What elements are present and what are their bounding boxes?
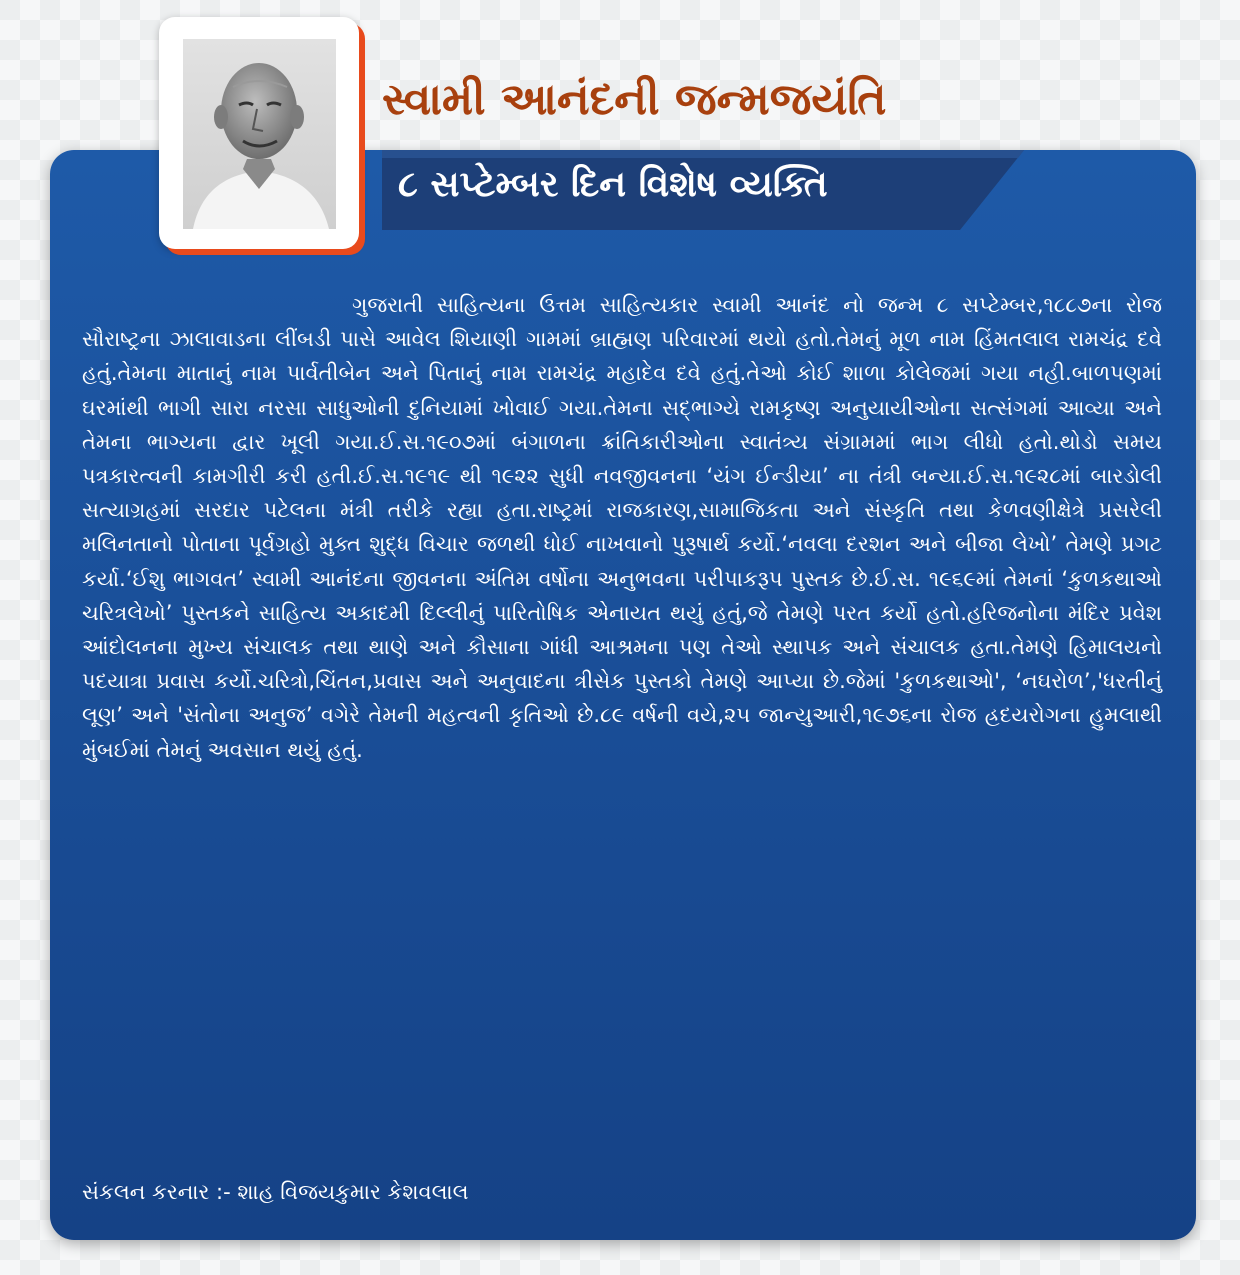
compiler-credit: સંકલન કરનાર :- શાહ વિજયકુમાર કેશવલાલ [82,1180,469,1204]
page-title: સ્વામી આનંદની જન્મજયંતિ [382,74,887,125]
banner-subtitle: ૮ સપ્ટેમ્બર દિન વિશેષ વ્યક્તિ [398,164,828,205]
portrait-photo [183,39,336,229]
portrait-frame [159,17,359,249]
portrait-icon [183,39,336,229]
biography-text: ગુજરાતી સાહિત્યના ઉત્તમ સાહિત્યકાર સ્વામી આનંદ નો જન્મ ૮ સપ્ટેમ્બર,૧૮૮૭ના રોજ સૌરાષ્ટ્રના ઝાલાવાડના લીંબડી પાસે આવેલ શિયાણી ગામમાં બ્રાહ્મણ પરિવારમાં થયો હતો.તેમનું મૂળ નામ હિંમતલાલ રામચંદ્ર દવે હતું.તેમના માતાનું નામ પાર્વતીબેન અને પિતાનું નામ રામચંદ્ર મહાદેવ દવે હતું.તેઓ કોઈ શાળા કોલેજમાં ગયા નહી.બાળપણમાં ઘરમાંથી ભાગી સારા નરસા સાધુઓની દુનિયામાં ખોવાઈ ગયા.તેમના સદ્ભાગ્યે રામકૃષ્ણ અનુયાયીઓના સત્સંગમાં આવ્યા અને તેમના ભાગ્યના દ્વાર ખૂલી ગયા.ઈ.સ.૧૯૦૭માં બંગાળના ક્રાંતિકારીઓના સ્વાતંત્ર્ય સંગ્રામમાં ભાગ લીધો હતો.થોડો સમય પત્રકારત્વની કામગીરી કરી હતી.ઈ.સ.૧૯૧૯ થી ૧૯૨૨ સુધી નવજીવનના ‘યંગ ઈન્ડીયા’ ના તંત્રી બન્યા.ઈ.સ.૧૯૨૮માં બારડોલી સત્યાગ્રહમાં સરદાર પટેલના મંત્રી તરીકે રહ્યા હતા.રાષ્ટ્રમાં રાજકારણ,સામાજિકતા અને સંસ્કૃતિ તથા કેળવણીક્ષેત્રે પ્રસરેલી મલિનતાનો પોતાના પૂર્વગ્રહો મુક્ત શુદ્ધ વિચાર જળથી ધોઈ નાખવાનો પુરૂષાર્થ કર્યો.‘નવલા દરશન અને બીજા લેખો’ તેમણે પ્રગટ કર્યા.‘ઈશુ ભાગવત’ સ્વામી આનંદના જીવનના અંતિમ વર્ષોના અનુભવના પરીપાકરૂપ પુસ્તક છે.ઈ.સ. ૧૯૬૯માં તેમનાં ‘કુળકથાઓ ચરિત્રલેખો’ પુસ્તકને સાહિત્ય અકાદમી દિલ્લીનું પારિતોષિક એનાયત થયું હતું,જે તેમણે પરત કર્યો હતો.હરિજનોના મંદિર પ્રવેશ આંદોલનના મુખ્ય સંચાલક તથા થાણે અને કૌસાના ગાંધી આશ્રમના પણ તેઓ સ્થાપક અને સંચાલક હતા.તેમણે હિમાલયનો પદયાત્રા પ્રવાસ કર્યો.ચરિત્રો,ચિંતન,પ્રવાસ અને અનુવાદના ત્રીસેક પુસ્તકો તેમણે આપ્યા છે.જેમાં 'કુળકથાઓ', ‘નઘરોળ’,'ધરતીનું લૂણ’ અને 'સંતોના અનુજ’ વગેરે તેમની મહત્વની કૃતિઓ છે.૮૯ વર્ષની વયે,૨૫ જાન્યુઆરી,૧૯૭૬ના રોજ હ્રદયરોગના હુમલાથી મુંબઈમાં તેમનું અવસાન થયું હતું. [82,293,1162,762]
date-banner [382,150,1024,230]
